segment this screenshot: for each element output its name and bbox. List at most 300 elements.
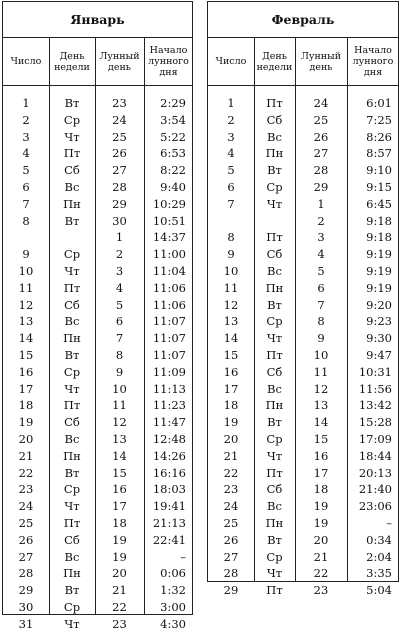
table-row	[208, 229, 398, 246]
cell-lunar-start: 11:09	[152, 364, 186, 379]
cell-weekday: Пн	[63, 196, 81, 211]
cell-day-number: 2	[227, 112, 235, 127]
table-row	[208, 465, 398, 482]
table-row	[3, 179, 192, 196]
header-weekday: День недели	[256, 50, 293, 73]
cell-day-number: 21	[18, 448, 34, 463]
cell-weekday: Вс	[267, 499, 282, 514]
table-row	[3, 364, 192, 381]
cell-lunar-start: 23:06	[358, 499, 392, 514]
cell-weekday: Сб	[64, 297, 80, 312]
table-row	[208, 565, 398, 582]
cell-day-number: 22	[18, 465, 34, 480]
cell-lunar-start: 11:07	[152, 347, 186, 362]
table-row	[3, 549, 192, 566]
cell-lunar-start: 22:41	[152, 532, 186, 547]
cell-weekday: Ср	[63, 247, 81, 262]
cell-lunar-day: 17	[112, 499, 127, 514]
cell-day-number: 7	[227, 196, 235, 211]
cell-lunar-day: 18	[112, 515, 127, 530]
cell-lunar-start: 18:44	[358, 448, 392, 463]
cell-lunar-day: 4	[115, 280, 124, 295]
cell-lunar-start: 18:03	[152, 482, 186, 497]
cell-lunar-day: 2	[317, 213, 325, 228]
table-row	[208, 549, 398, 566]
month-title: Февраль	[208, 2, 398, 38]
cell-weekday: Сб	[64, 415, 80, 430]
cell-day-number: 7	[22, 196, 30, 211]
table-row	[208, 246, 398, 263]
cell-weekday: Пт	[63, 146, 81, 161]
header-row	[208, 38, 398, 86]
cell-day-number: 26	[18, 532, 34, 547]
table-row	[208, 330, 398, 347]
cell-weekday: Ср	[63, 364, 81, 379]
cell-lunar-start: 20:13	[358, 465, 392, 480]
cell-day-number: 19	[223, 415, 239, 430]
cell-lunar-start: 21:40	[358, 482, 392, 497]
cell-lunar-day: 12	[112, 415, 127, 430]
table-row	[208, 280, 398, 297]
cell-lunar-start: 11:47	[152, 415, 186, 430]
cell-day-number: 1	[227, 96, 235, 110]
month-title: Январь	[3, 2, 192, 38]
cell-day-number: 28	[223, 566, 239, 581]
cell-lunar-start: 5:04	[366, 583, 392, 598]
cell-day-number: 4	[227, 146, 235, 161]
cell-weekday: Вс	[64, 179, 80, 194]
cell-lunar-start: 9:30	[366, 331, 392, 346]
cell-day-number: 24	[223, 499, 239, 514]
cell-weekday: Чт	[64, 263, 80, 278]
cell-weekday	[254, 213, 295, 230]
cell-weekday: Пт	[63, 398, 81, 413]
cell-day-number: 19	[18, 415, 34, 430]
cell-day-number: 11	[223, 280, 239, 295]
table-row	[208, 532, 398, 549]
cell-weekday: Чт	[266, 331, 283, 346]
cell-lunar-day: 19	[313, 515, 329, 530]
cell-weekday: Пн	[265, 515, 284, 530]
cell-day-number: 20	[18, 431, 34, 446]
cell-lunar-day: 11	[313, 364, 329, 379]
cell-lunar-day: 22	[112, 599, 127, 614]
cell-weekday: Пн	[63, 448, 81, 463]
cell-lunar-start: 5:22	[160, 129, 186, 144]
cell-weekday: Сб	[64, 163, 80, 178]
cell-weekday: Сб	[266, 364, 283, 379]
cell-weekday: Чт	[266, 448, 283, 463]
cell-weekday: Сб	[266, 482, 283, 497]
cell-day-number: 5	[22, 163, 30, 178]
cell-day-number	[208, 213, 254, 230]
cell-day-number: 23	[223, 482, 239, 497]
cell-weekday: Ср	[63, 599, 81, 614]
table-row	[3, 297, 192, 314]
table-row	[208, 431, 398, 448]
cell-lunar-start: 11:13	[152, 381, 186, 396]
table-row	[3, 582, 192, 599]
table-row	[208, 179, 398, 196]
cell-weekday: Пн	[63, 331, 81, 346]
cell-weekday: Пт	[266, 230, 283, 245]
cell-lunar-day: 5	[115, 297, 124, 312]
table-row	[3, 95, 192, 112]
cell-lunar-day: 28	[112, 179, 127, 194]
cell-weekday: Пт	[266, 465, 283, 480]
cell-weekday: Вс	[267, 129, 282, 144]
cell-lunar-day: 12	[313, 381, 329, 396]
cell-lunar-day: 27	[112, 163, 127, 178]
cell-day-number: 16	[223, 364, 239, 379]
header-weekday: День недели	[54, 50, 90, 73]
cell-lunar-day: 10	[112, 381, 127, 396]
table-row	[208, 364, 398, 381]
table-row	[208, 129, 398, 146]
table-row	[208, 196, 398, 213]
table-row	[3, 280, 192, 297]
cell-lunar-day: 26	[313, 129, 329, 144]
cell-lunar-day: 18	[313, 482, 329, 497]
cell-lunar-day: 21	[313, 549, 329, 564]
table-row	[208, 213, 398, 230]
cell-day-number: 27	[223, 549, 239, 564]
cell-weekday: Ср	[63, 112, 81, 127]
cell-weekday: Пн	[265, 146, 284, 161]
cell-lunar-day: 19	[112, 532, 127, 547]
cell-day-number: 26	[223, 532, 239, 547]
cell-lunar-day: 4	[317, 247, 325, 262]
cell-weekday	[49, 229, 95, 246]
cell-lunar-day: 23	[313, 583, 329, 598]
table-row	[208, 448, 398, 465]
table-row	[208, 112, 398, 129]
table-row	[208, 297, 398, 314]
cell-day-number: 1	[22, 96, 30, 110]
cell-weekday: Вс	[64, 431, 80, 446]
table-row	[3, 129, 192, 146]
cell-lunar-day: 3	[317, 230, 325, 245]
table-row	[3, 112, 192, 129]
table-row	[3, 498, 192, 515]
header-lunar-day: Лунный день	[99, 50, 140, 73]
cell-weekday: Пн	[63, 566, 81, 581]
cell-lunar-day: 14	[112, 448, 127, 463]
cell-lunar-start: 1:32	[160, 583, 186, 598]
cell-day-number: 22	[223, 465, 239, 480]
cell-lunar-start: 19:41	[152, 499, 186, 514]
cell-lunar-day: 3	[115, 263, 124, 278]
table-row	[208, 263, 398, 280]
cell-lunar-day: 2	[115, 247, 124, 262]
cell-lunar-start: 2:29	[160, 96, 186, 110]
table-row	[3, 431, 192, 448]
cell-day-number: 8	[227, 230, 235, 245]
cell-lunar-day: 16	[112, 482, 127, 497]
cell-day-number: 21	[223, 448, 239, 463]
cell-day-number: 18	[18, 398, 34, 413]
cell-lunar-day: 1	[317, 196, 325, 211]
cell-weekday: Вт	[64, 213, 80, 228]
cell-day-number: 14	[223, 331, 239, 346]
cell-lunar-start: 11:00	[152, 247, 186, 262]
table-body	[3, 95, 192, 633]
table-row	[208, 313, 398, 330]
cell-lunar-start: 11:07	[152, 331, 186, 346]
cell-weekday: Ср	[63, 482, 81, 497]
cell-day-number: 20	[223, 431, 239, 446]
cell-lunar-start: 4:30	[160, 616, 186, 631]
cell-lunar-day: 15	[313, 431, 329, 446]
cell-day-number: 4	[22, 146, 30, 161]
cell-lunar-day: 5	[317, 263, 325, 278]
cell-lunar-day: 21	[112, 583, 127, 598]
cell-weekday: Ср	[266, 179, 283, 194]
cell-weekday: Пт	[266, 96, 283, 110]
cell-lunar-start: 6:01	[366, 96, 392, 110]
cell-lunar-start: 9:20	[366, 297, 392, 312]
table-row	[3, 515, 192, 532]
cell-lunar-start: 15:28	[358, 415, 392, 430]
cell-day-number: 10	[223, 263, 239, 278]
table-february	[207, 1, 399, 598]
cell-lunar-day: 23	[112, 616, 127, 631]
cell-lunar-start: 9:19	[366, 247, 392, 262]
cell-weekday: Чт	[266, 566, 283, 581]
cell-lunar-day: 16	[313, 448, 329, 463]
cell-day-number: 16	[18, 364, 34, 379]
table-row	[208, 162, 398, 179]
cell-weekday: Пт	[63, 280, 81, 295]
cell-lunar-day: 6	[317, 280, 325, 295]
cell-weekday: Пн	[265, 398, 284, 413]
cell-lunar-start: 9:18	[366, 213, 392, 228]
cell-weekday: Вс	[64, 314, 80, 329]
table-row	[3, 246, 192, 263]
cell-weekday: Вт	[267, 532, 282, 547]
cell-day-number: 17	[223, 381, 239, 396]
cell-weekday: Вс	[64, 549, 80, 564]
cell-day-number: 31	[18, 616, 34, 631]
cell-day-number: 25	[223, 515, 239, 530]
cell-lunar-start: –	[180, 549, 186, 564]
cell-lunar-start: 11:06	[152, 280, 186, 295]
cell-lunar-day: 1	[115, 230, 124, 245]
table-row	[208, 582, 398, 599]
cell-day-number: 29	[223, 583, 239, 598]
cell-day-number: 17	[18, 381, 34, 396]
cell-lunar-start: 11:04	[152, 263, 186, 278]
cell-lunar-start: 3:00	[160, 599, 186, 614]
table-row	[3, 532, 192, 549]
cell-weekday: Ср	[266, 549, 283, 564]
cell-lunar-day: 20	[313, 532, 329, 547]
cell-weekday: Вт	[267, 163, 282, 178]
cell-day-number: 11	[18, 280, 34, 295]
header-row	[3, 38, 192, 86]
table-row	[3, 145, 192, 162]
cell-lunar-day: 24	[313, 96, 329, 110]
cell-lunar-start: 6:53	[160, 146, 186, 161]
cell-lunar-day: 19	[112, 549, 127, 564]
cell-lunar-day: 24	[112, 112, 127, 127]
header-lunar-day: Лунный день	[300, 50, 342, 73]
cell-lunar-start: 3:35	[366, 566, 392, 581]
cell-lunar-day: 7	[115, 331, 124, 346]
cell-lunar-day: 28	[313, 163, 329, 178]
cell-lunar-start: 10:31	[358, 364, 392, 379]
table-row	[208, 414, 398, 431]
cell-day-number: 10	[18, 263, 34, 278]
table-row	[3, 448, 192, 465]
cell-day-number: 12	[18, 297, 34, 312]
cell-lunar-start: 0:06	[160, 566, 186, 581]
cell-weekday: Вт	[64, 465, 80, 480]
cell-day-number: 3	[227, 129, 235, 144]
cell-lunar-day: 9	[317, 331, 325, 346]
cell-lunar-start: 11:06	[152, 297, 186, 312]
table-row	[208, 515, 398, 532]
cell-lunar-start: 10:51	[152, 213, 186, 228]
cell-day-number: 24	[18, 499, 34, 514]
table-row	[3, 330, 192, 347]
cell-weekday: Чт	[64, 129, 80, 144]
cell-day-number	[3, 229, 49, 246]
cell-weekday: Вс	[267, 381, 282, 396]
cell-day-number: 2	[22, 112, 30, 127]
table-row	[3, 414, 192, 431]
cell-weekday: Сб	[64, 532, 80, 547]
cell-weekday: Вс	[267, 263, 282, 278]
cell-weekday: Сб	[266, 247, 283, 262]
cell-lunar-start: 10:29	[152, 196, 186, 211]
cell-weekday: Чт	[64, 381, 80, 396]
cell-lunar-day: 8	[317, 314, 325, 329]
table-row	[208, 95, 398, 112]
cell-day-number: 25	[18, 515, 34, 530]
cell-lunar-start: 9:40	[160, 179, 186, 194]
cell-lunar-day: 6	[115, 314, 124, 329]
cell-weekday: Чт	[64, 616, 80, 631]
cell-lunar-day: 29	[313, 179, 329, 194]
cell-weekday: Ср	[266, 314, 283, 329]
cell-lunar-day: 29	[112, 196, 127, 211]
cell-lunar-day: 22	[313, 566, 329, 581]
table-row	[3, 347, 192, 364]
cell-lunar-start: 9:19	[366, 280, 392, 295]
cell-weekday: Ср	[266, 431, 283, 446]
cell-weekday: Пт	[63, 515, 81, 530]
cell-weekday: Вт	[267, 415, 282, 430]
table-row	[3, 263, 192, 280]
cell-lunar-start: 8:22	[160, 163, 186, 178]
cell-day-number: 5	[227, 163, 235, 178]
cell-lunar-day: 14	[313, 415, 329, 430]
table-row	[3, 313, 192, 330]
cell-lunar-start: 9:10	[366, 163, 392, 178]
cell-lunar-start: 9:15	[366, 179, 392, 194]
table-row	[3, 196, 192, 213]
cell-day-number: 6	[22, 179, 30, 194]
table-row	[3, 213, 192, 230]
cell-lunar-day: 15	[112, 465, 127, 480]
cell-day-number: 28	[18, 566, 34, 581]
cell-lunar-day: 9	[115, 364, 124, 379]
table-row	[208, 481, 398, 498]
cell-lunar-day: 7	[317, 297, 325, 312]
header-day-number: Число	[215, 56, 247, 67]
table-row	[3, 616, 192, 633]
table-row	[208, 145, 398, 162]
cell-lunar-start: 12:48	[152, 431, 186, 446]
cell-lunar-start: 21:13	[152, 515, 186, 530]
cell-lunar-start: 8:26	[366, 129, 392, 144]
cell-lunar-start: 11:56	[358, 381, 392, 396]
cell-lunar-start: 17:09	[358, 431, 392, 446]
header-lunar-start: Начало лунного дня	[352, 45, 394, 78]
cell-day-number: 15	[223, 347, 239, 362]
cell-lunar-start: 14:26	[152, 448, 186, 463]
cell-lunar-start: 16:16	[152, 465, 186, 480]
cell-lunar-start: 8:57	[366, 146, 392, 161]
cell-lunar-start: 14:37	[152, 230, 186, 245]
cell-weekday: Чт	[64, 499, 80, 514]
cell-day-number: 9	[227, 247, 235, 262]
table-row	[3, 465, 192, 482]
table-row	[3, 397, 192, 414]
cell-weekday: Пт	[266, 583, 283, 598]
cell-weekday: Вт	[64, 347, 80, 362]
cell-lunar-start: 9:47	[366, 347, 392, 362]
cell-lunar-day: 13	[112, 431, 127, 446]
cell-lunar-start: 9:19	[366, 263, 392, 278]
cell-day-number: 8	[22, 213, 30, 228]
cell-lunar-day: 20	[112, 566, 127, 581]
cell-day-number: 13	[223, 314, 239, 329]
cell-day-number: 29	[18, 583, 34, 598]
table-january	[2, 1, 193, 631]
table-row	[3, 229, 192, 246]
cell-day-number: 15	[18, 347, 34, 362]
cell-day-number: 27	[18, 549, 34, 564]
table-row	[208, 397, 398, 414]
cell-lunar-start: 11:23	[152, 398, 186, 413]
table-row	[3, 565, 192, 582]
cell-day-number: 9	[22, 247, 30, 262]
table-row	[208, 381, 398, 398]
cell-lunar-day: 30	[112, 213, 127, 228]
cell-weekday: Пн	[265, 280, 284, 295]
table-row	[3, 162, 192, 179]
cell-day-number: 6	[227, 179, 235, 194]
cell-day-number: 14	[18, 331, 34, 346]
header-day-number: Число	[10, 56, 42, 67]
cell-lunar-day: 8	[115, 347, 124, 362]
cell-weekday: Вт	[64, 96, 80, 110]
table-row	[3, 481, 192, 498]
cell-lunar-start: 6:45	[366, 196, 392, 211]
table-row	[3, 381, 192, 398]
cell-lunar-start: –	[386, 515, 392, 530]
cell-weekday: Вт	[64, 583, 80, 598]
table-row	[208, 498, 398, 515]
cell-lunar-start: 2:04	[366, 549, 392, 564]
cell-day-number: 12	[223, 297, 239, 312]
cell-lunar-start: 11:07	[152, 314, 186, 329]
cell-lunar-day: 11	[112, 398, 127, 413]
cell-lunar-day: 25	[112, 129, 127, 144]
cell-day-number: 13	[18, 314, 34, 329]
